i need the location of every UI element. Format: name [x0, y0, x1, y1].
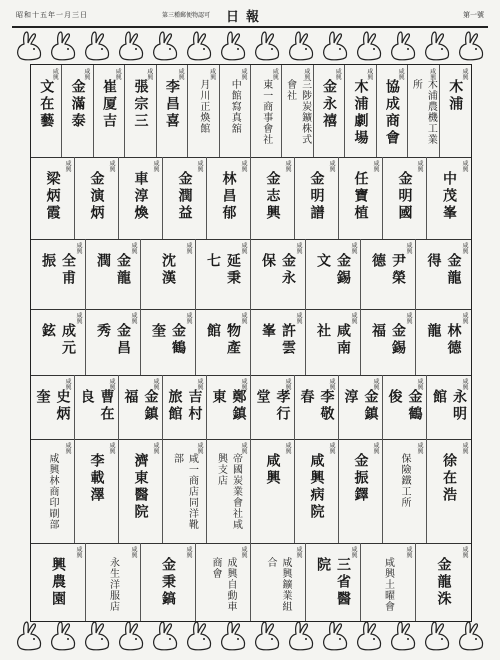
ad-business-name: 帝國炭業會社咸興支店 — [215, 453, 242, 530]
ad-location-label: 咸興 — [64, 442, 71, 454]
ad-business-name: 咸興土曜會 — [382, 557, 394, 612]
rabbit-icon — [286, 620, 316, 652]
rabbit-icon — [388, 30, 418, 62]
rabbit-border-bottom — [12, 618, 488, 654]
ad-business-name: 咸興鑛業組合 — [265, 557, 291, 612]
ad-cell — [141, 543, 196, 621]
ad-location-label: 咸興 — [114, 68, 122, 80]
ad-cell — [251, 543, 306, 621]
ad-location-label: 咸興 — [152, 442, 159, 454]
ad-location-label: 咸興 — [405, 242, 412, 254]
ad-business-name: 永生洋服店 — [107, 557, 119, 612]
ad-location-label: 咸興 — [185, 312, 192, 324]
ad-business-name: 木浦農機工業所 — [410, 79, 437, 145]
ad-business-name: 金振鐸 — [352, 453, 369, 504]
ad-business-name: 保險鐵工所 — [399, 453, 410, 508]
ad-business-name: 梁炳霞 — [44, 171, 61, 222]
rabbit-icon — [116, 620, 146, 652]
ad-business-name: 東一商事會社 — [260, 79, 272, 145]
ad-row-4 — [31, 309, 471, 376]
masthead-date: 昭和十五年一月三日 — [16, 11, 88, 19]
ad-business-name: 木浦劇場 — [352, 79, 369, 147]
ad-location-label: 咸興 — [75, 312, 82, 324]
rabbit-icon — [252, 30, 282, 62]
ad-cell — [314, 65, 345, 157]
ad-location-label: 咸興 — [145, 68, 153, 80]
ad-cell — [383, 439, 427, 543]
ad-cell — [207, 439, 251, 543]
ad-business-name: 金鶴奎 — [150, 323, 186, 357]
ad-location-label: 咸興 — [295, 312, 302, 324]
ad-location-label: 咸興 — [51, 68, 59, 80]
ad-row-5 — [31, 375, 471, 440]
ad-business-name: 李敬春 — [298, 389, 335, 423]
rabbit-icon — [252, 620, 282, 652]
ad-cell — [251, 65, 282, 157]
ad-cell — [31, 309, 86, 375]
ad-business-name: 全甫振 — [40, 253, 76, 287]
ad-business-name: 金錫福 — [370, 323, 406, 357]
ad-business-name: 尹榮德 — [370, 253, 406, 287]
rabbit-icon — [48, 30, 78, 62]
ad-business-name: 金潤益 — [176, 171, 193, 222]
ad-cell — [306, 543, 361, 621]
ad-business-name: 咸興病院 — [308, 453, 325, 521]
ad-business-name: 咸南社 — [315, 323, 351, 357]
rabbit-icon — [48, 620, 78, 652]
ad-cell — [416, 309, 471, 375]
ad-cell — [188, 65, 219, 157]
ad-cell — [416, 543, 471, 621]
ad-cell — [427, 157, 471, 239]
rabbit-icon — [116, 30, 146, 62]
ad-location-label: 咸興 — [196, 160, 203, 172]
ad-cell — [94, 65, 125, 157]
ad-location-label: 咸興 — [372, 160, 379, 172]
rabbit-icon — [354, 30, 384, 62]
ad-location-label: 咸興 — [64, 160, 71, 172]
ad-location-label: 咸興 — [130, 242, 137, 254]
ad-business-name: 李昌喜 — [163, 79, 180, 130]
ad-business-name: 咸興 — [264, 453, 281, 487]
ad-cell — [383, 375, 427, 439]
ad-business-name: 金明國 — [396, 171, 413, 222]
ad-location-label: 咸興 — [328, 160, 335, 172]
ad-cell — [295, 375, 339, 439]
ad-business-name: 金昌秀 — [95, 323, 131, 357]
ad-location-label: 咸興 — [240, 242, 247, 254]
rabbit-icon — [14, 30, 44, 62]
ad-location-label: 咸興 — [350, 312, 357, 324]
ad-cell — [251, 439, 295, 543]
ad-business-name: 月川正煥館 — [197, 79, 209, 134]
ad-cell — [31, 439, 75, 543]
ad-cell — [86, 543, 141, 621]
ad-business-name: 中茂峯 — [441, 171, 457, 222]
ad-business-name: 林昌郁 — [220, 171, 237, 222]
ad-location-label: 咸興 — [461, 378, 468, 390]
ad-cell — [31, 157, 75, 239]
ad-business-name: 金永禧 — [321, 79, 338, 130]
ad-location-label: 咸興 — [365, 68, 373, 80]
rabbit-icon — [456, 620, 486, 652]
ad-cell — [86, 239, 141, 309]
ad-location-label: 咸興 — [75, 546, 82, 558]
ad-cell — [345, 65, 376, 157]
ad-cell — [295, 157, 339, 239]
ad-location-label: 咸興 — [185, 242, 192, 254]
ad-business-name: 李載澤 — [88, 453, 105, 504]
ad-location-label: 咸興 — [405, 546, 412, 558]
ad-business-name: 金龍得 — [425, 253, 462, 287]
ad-cell — [427, 439, 471, 543]
ad-business-name: 三省醫院 — [315, 557, 351, 608]
ad-business-name: 金志興 — [264, 171, 281, 222]
ad-business-name: 成興自動車商會 — [210, 557, 236, 612]
ad-location-label: 咸興 — [196, 442, 203, 454]
ad-location-label: 咸興 — [240, 546, 247, 558]
ad-location-label: 咸興 — [295, 242, 302, 254]
ad-location-label: 咸興 — [416, 442, 423, 454]
ad-location-label: 咸興 — [461, 312, 468, 324]
ad-location-label: 咸興 — [461, 442, 468, 454]
rabbit-icon — [422, 30, 452, 62]
ad-cell — [339, 157, 383, 239]
newspaper-name: 日報 — [226, 10, 267, 25]
ad-business-name: 史炳奎 — [34, 389, 71, 423]
ad-cell — [339, 375, 383, 439]
ad-cell — [75, 439, 119, 543]
rabbit-icon — [218, 30, 248, 62]
ad-cell — [306, 239, 361, 309]
ad-business-name: 林德龍 — [425, 323, 462, 357]
rabbit-icon — [422, 620, 452, 652]
rabbit-icon — [388, 620, 418, 652]
ad-business-name: 鄭鎮東 — [210, 389, 247, 423]
ad-cell — [251, 309, 306, 375]
advertisement-grid — [30, 64, 472, 622]
ad-business-name: 金演炳 — [88, 171, 105, 222]
ad-cell — [141, 239, 196, 309]
ad-cell — [306, 309, 361, 375]
rabbit-icon — [150, 30, 180, 62]
ad-business-name: 許雲峯 — [260, 323, 296, 357]
ad-cell — [196, 239, 251, 309]
ad-business-name: 金秉鎬 — [160, 557, 176, 608]
rabbit-icon — [82, 30, 112, 62]
ad-business-name: 金龍潤 — [95, 253, 131, 287]
ad-business-name: 徐在浩 — [441, 453, 457, 504]
ad-location-label: 咸興 — [461, 160, 468, 172]
ad-location-label: 咸興 — [108, 442, 115, 454]
ad-location-label: 咸興 — [416, 378, 423, 390]
rabbit-icon — [320, 620, 350, 652]
ad-business-name: 金錫文 — [315, 253, 351, 287]
rabbit-icon — [184, 620, 214, 652]
ad-location-label: 咸興 — [461, 546, 468, 558]
ad-location-label: 咸興 — [177, 68, 185, 80]
ad-business-name: 濟東醫院 — [132, 453, 149, 521]
ad-cell — [75, 375, 119, 439]
ad-cell — [220, 65, 251, 157]
ad-location-label: 咸興 — [284, 442, 291, 454]
ad-business-name: 孝行堂 — [254, 389, 291, 423]
ad-business-name: 金永保 — [260, 253, 296, 287]
ad-location-label: 咸興 — [405, 312, 412, 324]
ad-location-label: 咸興 — [350, 242, 357, 254]
ad-cell — [282, 65, 313, 157]
ad-location-label: 咸興 — [416, 160, 423, 172]
ad-business-name: 興農園 — [50, 557, 66, 608]
ad-cell — [163, 157, 207, 239]
ad-row-1 — [31, 65, 471, 158]
ad-cell — [196, 543, 251, 621]
ad-business-name: 文在藝 — [38, 79, 55, 130]
rabbit-icon — [184, 30, 214, 62]
ad-business-name: 金滿泰 — [69, 79, 86, 130]
ad-business-name: 曹在良 — [78, 389, 115, 423]
ad-cell — [141, 309, 196, 375]
ad-location-label: 咸興 — [208, 68, 216, 80]
ad-cell — [383, 157, 427, 239]
ad-location-label: 咸興 — [334, 68, 342, 80]
ad-business-name: 車淳煥 — [132, 171, 149, 222]
ad-location-label: 咸興 — [185, 546, 192, 558]
ad-business-name: 任寶植 — [352, 171, 369, 222]
ad-cell — [251, 239, 306, 309]
ad-location-label: 咸興 — [271, 68, 279, 80]
ad-location-label: 咸興 — [372, 442, 379, 454]
ad-cell — [86, 309, 141, 375]
ad-business-name: 吉村旅館 — [166, 389, 203, 423]
ad-row-2 — [31, 157, 471, 240]
ad-location-label: 咸興 — [152, 378, 159, 390]
ad-row-7 — [31, 543, 471, 621]
ad-business-name: 張宗三 — [132, 79, 149, 130]
ad-business-name: 金鶴俊 — [386, 389, 423, 423]
ad-location-label: 咸興 — [82, 68, 90, 80]
ad-cell — [440, 65, 471, 157]
rabbit-border-top — [12, 28, 488, 64]
ad-location-label: 咸興 — [284, 378, 291, 390]
rabbit-icon — [320, 30, 350, 62]
ad-cell — [377, 65, 408, 157]
postal-notice: 第三種郵便物認可 — [162, 12, 211, 19]
ad-cell — [207, 375, 251, 439]
ad-cell — [339, 439, 383, 543]
ad-business-name: 沈漢 — [160, 253, 176, 287]
ad-business-name: 三陟炭鑛株式會社 — [284, 79, 311, 145]
ad-location-label: 咸興 — [130, 312, 137, 324]
ad-cell — [119, 375, 163, 439]
ad-location-label: 咸興 — [152, 160, 159, 172]
ad-cell — [75, 157, 119, 239]
masthead — [12, 6, 488, 26]
ad-business-name: 咸興林商印刷部 — [47, 453, 58, 530]
ad-location-label: 咸興 — [130, 546, 137, 558]
ad-cell — [251, 157, 295, 239]
ad-cell — [416, 239, 471, 309]
ad-business-name: 金明譜 — [308, 171, 325, 222]
ad-business-name: 中館寫真舘 — [229, 79, 241, 134]
ad-location-label: 咸興 — [461, 242, 468, 254]
ad-business-name: 延秉七 — [205, 253, 241, 287]
ad-cell — [196, 309, 251, 375]
rabbit-icon — [82, 620, 112, 652]
ad-cell — [31, 65, 62, 157]
rabbit-icon — [150, 620, 180, 652]
ad-location-label: 咸興 — [240, 378, 247, 390]
ad-location-label: 咸興 — [108, 160, 115, 172]
ad-cell — [119, 439, 163, 543]
ad-cell — [119, 157, 163, 239]
ad-cell — [427, 375, 471, 439]
ad-row-6 — [31, 439, 471, 544]
ad-cell — [295, 439, 339, 543]
ad-business-name: 金鎮福 — [122, 389, 159, 423]
ad-location-label: 咸興 — [350, 546, 357, 558]
ad-business-name: 金龍洙 — [435, 557, 452, 608]
ad-business-name: 成元鉉 — [40, 323, 76, 357]
ad-cell — [163, 439, 207, 543]
ad-location-label: 咸興 — [428, 68, 436, 80]
ad-location-label: 咸興 — [460, 68, 468, 80]
rabbit-icon — [456, 30, 486, 62]
ad-business-name: 金鎮淳 — [342, 389, 379, 423]
ad-location-label: 咸興 — [239, 68, 247, 80]
ad-cell — [361, 543, 416, 621]
rabbit-icon — [218, 620, 248, 652]
newspaper-page — [12, 6, 488, 654]
ad-location-label: 咸興 — [240, 312, 247, 324]
ad-cell — [207, 157, 251, 239]
ad-business-name: 協成商會 — [383, 79, 400, 147]
ad-cell — [31, 375, 75, 439]
ad-location-label: 咸興 — [284, 160, 291, 172]
ad-cell — [62, 65, 93, 157]
rabbit-icon — [286, 30, 316, 62]
ad-business-name: 永明館 — [431, 389, 467, 423]
ad-cell — [408, 65, 439, 157]
ad-cell — [31, 543, 86, 621]
ad-business-name: 崔厦吉 — [101, 79, 118, 130]
ad-cell — [361, 309, 416, 375]
ad-cell — [361, 239, 416, 309]
rabbit-icon — [354, 620, 384, 652]
ad-location-label: 咸興 — [328, 378, 335, 390]
ad-location-label: 咸興 — [75, 242, 82, 254]
rabbit-icon — [14, 620, 44, 652]
ad-cell — [31, 239, 86, 309]
ad-location-label: 咸興 — [64, 378, 71, 390]
ad-location-label: 咸興 — [295, 546, 302, 558]
ad-cell — [125, 65, 156, 157]
ad-cell — [251, 375, 295, 439]
ad-location-label: 咸興 — [302, 68, 310, 80]
ad-cell — [157, 65, 188, 157]
ad-location-label: 咸興 — [397, 68, 405, 80]
ad-business-name: 木浦 — [447, 79, 464, 113]
ad-location-label: 咸興 — [328, 442, 335, 454]
ad-location-label: 咸興 — [196, 378, 203, 390]
ad-business-name: 咸一商店同洋靴部 — [171, 453, 198, 530]
ad-location-label: 咸興 — [240, 160, 247, 172]
issue-number: 第一號 — [463, 11, 484, 19]
ad-business-name: 物產館 — [205, 323, 241, 357]
ad-location-label: 咸興 — [240, 442, 247, 454]
ad-cell — [163, 375, 207, 439]
ad-row-3 — [31, 239, 471, 310]
ad-location-label: 咸興 — [372, 378, 379, 390]
ad-location-label: 咸興 — [108, 378, 115, 390]
